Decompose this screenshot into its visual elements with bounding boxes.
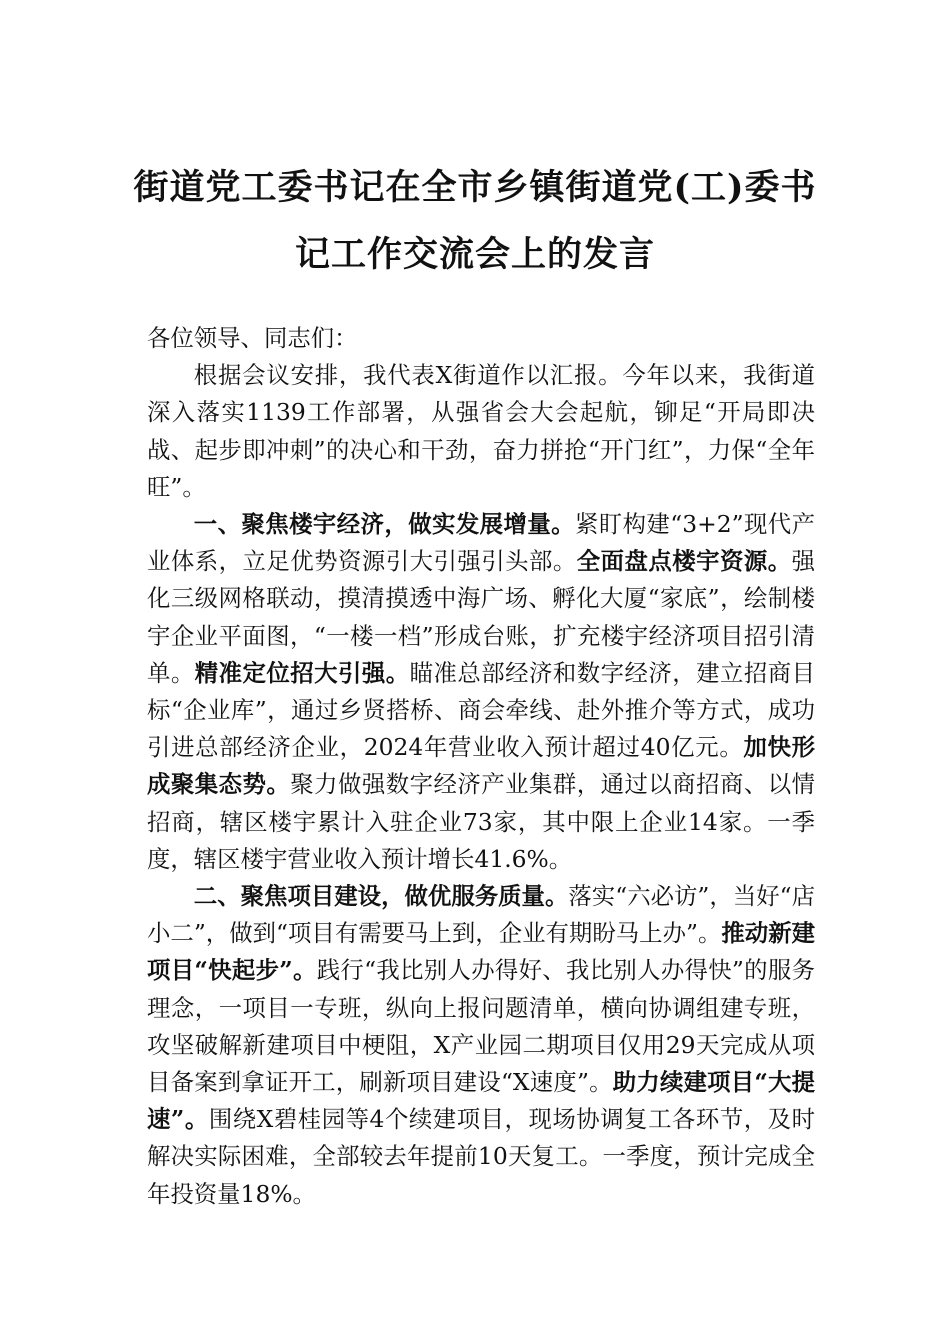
section-1-sub-2-text: 瞄准总部经济和数字经济，建立招商目标“企业库”，通过乡贤搭桥、商会牵线、赴外推介等方式，成功引进总部经济企业，2024年营业收入预计超过40亿元。 <box>147 658 816 762</box>
section-1-sub-3-text: 聚力做强数字经济产业集群，通过以商招商、以情招商，辖区楼宇累计入驻企业73家，其中限上企业14家。一季度，辖区楼宇营业收入预计增长41.6%。 <box>147 770 816 873</box>
section-1-paragraph <box>147 506 815 878</box>
section-2-lead: 落实“六必访”，当好“店小二”，做到“项目有需要马上到，企业有期盼马上办”。 <box>147 882 816 948</box>
section-1-heading: 一、聚焦楼宇经济，做实发展增量。 <box>193 510 575 539</box>
section-2-paragraph <box>147 878 815 1213</box>
document-title-line-2: 记工作交流会上的发言 <box>294 234 655 275</box>
document-title-line-1: 街道党工委书记在全市乡镇街道党(工)委书 <box>133 167 817 208</box>
document-body <box>147 320 815 1213</box>
intro-paragraph: 根据会议安排，我代表X街道作以汇报。今年以来，我街道深入落实1139工作部署，从强省会大会起航，铆足“开局即决战、起步即冲刺”的决心和干劲，奋力拼抢“开门红”，力保“全年旺”。 <box>147 361 815 501</box>
section-1-sub-1-text: 强化三级网格联动，摸清摸透中海广场、孵化大厦“家底”，绘制楼宇企业平面图，“一楼一档”形成台账，扩充楼宇经济项目招引清单。 <box>147 547 816 687</box>
section-1-sub-2-title: 精准定位招大引强。 <box>194 658 410 687</box>
section-2-sub-1-text: 践行“我比别人办得好、我比别人办得快”的服务理念，一项目一专班，纵向上报问题清单，横向协调组建专班，攻坚破解新建项目中梗阻，X产业园二期项目仅用29天完成从项目备案到拿证开工，刷新项目建设“X速度”。 <box>147 956 815 1097</box>
section-2-sub-1-title: 推动新建项目“快起步”。 <box>147 919 815 985</box>
section-2-sub-2-title: 助力续建项目“大提速”。 <box>147 1068 815 1134</box>
section-1-sub-1-title: 全面盘点楼宇资源。 <box>576 547 792 576</box>
salutation: 各位领导、同志们： <box>147 324 358 352</box>
section-2-heading: 二、聚焦项目建设，做优服务质量。 <box>193 882 569 911</box>
section-1-lead: 紧盯构建“3+2”现代产业体系，立足优势资源引大引强引头部。 <box>147 510 816 576</box>
section-1-sub-3-title: 加快形成聚集态势。 <box>147 733 815 799</box>
section-2-sub-2-text: 围绕X碧桂园等4个续建项目，现场协调复工各环节，及时解决实际困难，全部较去年提前10天复工。一季度，预计完成全年投资量18%。 <box>147 1105 815 1208</box>
